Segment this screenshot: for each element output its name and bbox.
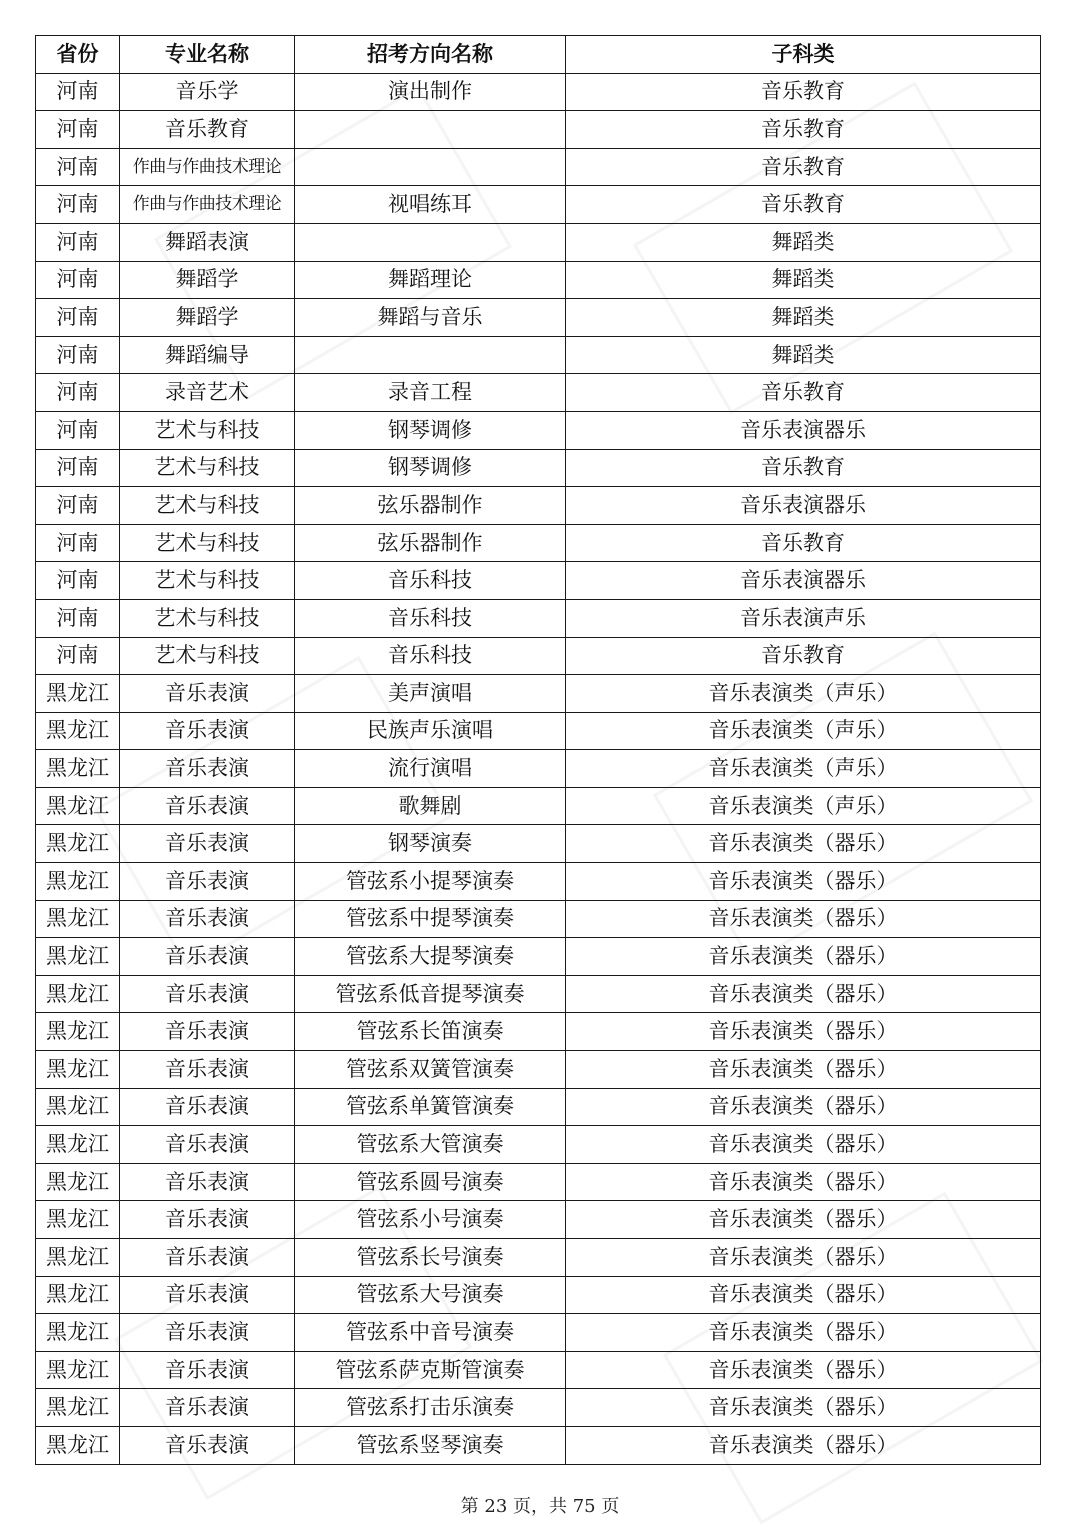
cell-subcategory: 音乐表演类（声乐） [566,787,1041,825]
cell-province: 河南 [36,411,120,449]
cell-major: 艺术与科技 [120,524,295,562]
cell-direction: 管弦系大提琴演奏 [295,938,566,976]
cell-subcategory: 音乐教育 [566,637,1041,675]
header-province: 省份 [36,36,120,74]
cell-direction: 演出制作 [295,73,566,111]
cell-subcategory: 音乐表演类（器乐） [566,1013,1041,1051]
cell-major: 音乐表演 [120,675,295,713]
table-row [36,787,1041,825]
table-row [36,1276,1041,1314]
cell-subcategory: 音乐教育 [566,186,1041,224]
cell-subcategory: 音乐表演类（器乐） [566,1088,1041,1126]
cell-subcategory: 音乐教育 [566,111,1041,149]
table-row [36,449,1041,487]
cell-major: 音乐表演 [120,1239,295,1277]
cell-major: 舞蹈表演 [120,223,295,261]
table-row [36,487,1041,525]
cell-subcategory: 音乐表演器乐 [566,411,1041,449]
cell-major: 艺术与科技 [120,449,295,487]
cell-province: 黑龙江 [36,1389,120,1427]
cell-subcategory: 音乐表演类（器乐） [566,1126,1041,1164]
cell-subcategory: 音乐表演类（器乐） [566,900,1041,938]
cell-province: 河南 [36,449,120,487]
cell-direction: 弦乐器制作 [295,524,566,562]
cell-direction: 舞蹈与音乐 [295,299,566,337]
table-row [36,1013,1041,1051]
cell-subcategory: 音乐表演类（器乐） [566,863,1041,901]
cell-major: 音乐表演 [120,825,295,863]
cell-subcategory: 音乐表演类（声乐） [566,675,1041,713]
table-row [36,1351,1041,1389]
table-row [36,411,1041,449]
cell-subcategory: 音乐表演类（器乐） [566,1239,1041,1277]
cell-province: 河南 [36,637,120,675]
cell-direction: 管弦系中音号演奏 [295,1314,566,1352]
cell-subcategory: 舞蹈类 [566,223,1041,261]
cell-province: 黑龙江 [36,1051,120,1089]
table-row [36,1389,1041,1427]
cell-subcategory: 音乐表演类（器乐） [566,1201,1041,1239]
table-row [36,637,1041,675]
cell-province: 黑龙江 [36,712,120,750]
cell-major: 作曲与作曲技术理论 [120,186,295,224]
cell-subcategory: 音乐表演类（器乐） [566,825,1041,863]
cell-province: 黑龙江 [36,1314,120,1352]
table-row [36,186,1041,224]
cell-direction: 管弦系长号演奏 [295,1239,566,1277]
table-row [36,148,1041,186]
cell-major: 音乐表演 [120,1314,295,1352]
table-row [36,336,1041,374]
cell-province: 黑龙江 [36,1276,120,1314]
cell-direction [295,148,566,186]
cell-direction: 民族声乐演唱 [295,712,566,750]
cell-major: 作曲与作曲技术理论 [120,148,295,186]
table-row [36,1201,1041,1239]
cell-direction: 管弦系中提琴演奏 [295,900,566,938]
cell-major: 舞蹈学 [120,261,295,299]
cell-province: 黑龙江 [36,1239,120,1277]
cell-province: 黑龙江 [36,863,120,901]
cell-subcategory: 音乐教育 [566,148,1041,186]
page-footer: 第 23 页，共 75 页 [460,1496,620,1517]
table-row [36,1126,1041,1164]
table-body [36,73,1041,1464]
cell-province: 河南 [36,186,120,224]
cell-province: 河南 [36,562,120,600]
cell-major: 音乐表演 [120,1389,295,1427]
cell-major: 音乐表演 [120,975,295,1013]
cell-direction: 录音工程 [295,374,566,412]
cell-subcategory: 音乐教育 [566,73,1041,111]
cell-subcategory: 音乐表演类（器乐） [566,975,1041,1013]
cell-direction: 流行演唱 [295,750,566,788]
cell-province: 黑龙江 [36,1351,120,1389]
cell-direction: 管弦系小号演奏 [295,1201,566,1239]
cell-province: 黑龙江 [36,1201,120,1239]
header-row [36,36,1041,74]
cell-direction [295,111,566,149]
cell-subcategory: 音乐表演类（器乐） [566,1351,1041,1389]
table-row [36,562,1041,600]
cell-major: 音乐表演 [120,1201,295,1239]
cell-direction: 管弦系大号演奏 [295,1276,566,1314]
cell-major: 音乐表演 [120,1276,295,1314]
cell-province: 黑龙江 [36,1088,120,1126]
table-row [36,599,1041,637]
cell-major: 艺术与科技 [120,562,295,600]
cell-subcategory: 音乐表演类（声乐） [566,712,1041,750]
cell-province: 河南 [36,599,120,637]
cell-major: 艺术与科技 [120,487,295,525]
cell-direction [295,223,566,261]
table-row [36,675,1041,713]
cell-direction: 管弦系打击乐演奏 [295,1389,566,1427]
table-row [36,1314,1041,1352]
cell-direction: 管弦系低音提琴演奏 [295,975,566,1013]
cell-subcategory: 音乐表演器乐 [566,562,1041,600]
cell-subcategory: 舞蹈类 [566,261,1041,299]
cell-direction: 钢琴调修 [295,449,566,487]
cell-subcategory: 音乐表演类（器乐） [566,1051,1041,1089]
cell-province: 河南 [36,73,120,111]
header-subcategory: 子科类 [566,36,1041,74]
cell-major: 舞蹈编导 [120,336,295,374]
cell-direction: 管弦系双簧管演奏 [295,1051,566,1089]
cell-direction: 美声演唱 [295,675,566,713]
cell-province: 河南 [36,487,120,525]
cell-direction: 管弦系圆号演奏 [295,1163,566,1201]
cell-direction: 歌舞剧 [295,787,566,825]
table-row [36,1426,1041,1464]
cell-subcategory: 音乐表演声乐 [566,599,1041,637]
table-row [36,1088,1041,1126]
cell-direction: 舞蹈理论 [295,261,566,299]
table-row [36,223,1041,261]
table-row [36,750,1041,788]
cell-province: 黑龙江 [36,825,120,863]
table-row [36,524,1041,562]
table-row [36,712,1041,750]
table-row [36,73,1041,111]
cell-major: 舞蹈学 [120,299,295,337]
table-row [36,900,1041,938]
cell-subcategory: 音乐表演类（器乐） [566,1314,1041,1352]
cell-province: 黑龙江 [36,900,120,938]
cell-major: 音乐表演 [120,1088,295,1126]
cell-major: 音乐表演 [120,1051,295,1089]
cell-province: 黑龙江 [36,787,120,825]
cell-major: 音乐表演 [120,1426,295,1464]
cell-subcategory: 音乐表演类（器乐） [566,1426,1041,1464]
cell-major: 音乐表演 [120,1351,295,1389]
cell-subcategory: 音乐表演类（器乐） [566,1163,1041,1201]
cell-direction: 管弦系萨克斯管演奏 [295,1351,566,1389]
cell-province: 河南 [36,299,120,337]
header-major: 专业名称 [120,36,295,74]
cell-direction: 钢琴演奏 [295,825,566,863]
cell-province: 黑龙江 [36,1163,120,1201]
cell-subcategory: 舞蹈类 [566,299,1041,337]
cell-major: 音乐表演 [120,750,295,788]
cell-major: 音乐表演 [120,787,295,825]
cell-province: 黑龙江 [36,750,120,788]
cell-province: 河南 [36,336,120,374]
cell-major: 音乐表演 [120,712,295,750]
cell-direction: 管弦系单簧管演奏 [295,1088,566,1126]
cell-major: 音乐表演 [120,863,295,901]
cell-subcategory: 音乐表演器乐 [566,487,1041,525]
table-row [36,863,1041,901]
cell-major: 音乐学 [120,73,295,111]
cell-subcategory: 音乐表演类（器乐） [566,1276,1041,1314]
cell-subcategory: 音乐表演类（声乐） [566,750,1041,788]
cell-major: 音乐表演 [120,1163,295,1201]
table-row [36,825,1041,863]
table-row [36,1163,1041,1201]
cell-direction: 弦乐器制作 [295,487,566,525]
cell-subcategory: 音乐教育 [566,449,1041,487]
cell-province: 河南 [36,261,120,299]
table-row [36,261,1041,299]
cell-subcategory: 音乐表演类（器乐） [566,938,1041,976]
cell-direction: 管弦系小提琴演奏 [295,863,566,901]
cell-major: 音乐教育 [120,111,295,149]
cell-direction: 管弦系大管演奏 [295,1126,566,1164]
table-row [36,975,1041,1013]
cell-province: 河南 [36,148,120,186]
cell-province: 黑龙江 [36,1013,120,1051]
cell-major: 艺术与科技 [120,599,295,637]
cell-subcategory: 音乐教育 [566,374,1041,412]
cell-province: 河南 [36,374,120,412]
cell-major: 艺术与科技 [120,411,295,449]
cell-major: 音乐表演 [120,900,295,938]
cell-direction [295,336,566,374]
cell-subcategory: 音乐表演类（器乐） [566,1389,1041,1427]
cell-major: 音乐表演 [120,938,295,976]
table-row [36,111,1041,149]
table-row [36,1051,1041,1089]
cell-direction: 音乐科技 [295,637,566,675]
cell-direction: 钢琴调修 [295,411,566,449]
cell-major: 艺术与科技 [120,637,295,675]
cell-direction: 音乐科技 [295,562,566,600]
cell-subcategory: 舞蹈类 [566,336,1041,374]
cell-major: 录音艺术 [120,374,295,412]
table-header [36,36,1041,74]
cell-province: 河南 [36,111,120,149]
cell-province: 黑龙江 [36,975,120,1013]
cell-major: 音乐表演 [120,1126,295,1164]
cell-direction: 管弦系长笛演奏 [295,1013,566,1051]
cell-province: 河南 [36,223,120,261]
cell-subcategory: 音乐教育 [566,524,1041,562]
table-row [36,1239,1041,1277]
cell-direction: 管弦系竖琴演奏 [295,1426,566,1464]
table-row [36,374,1041,412]
admission-table [35,35,1041,1465]
cell-direction: 视唱练耳 [295,186,566,224]
cell-direction: 音乐科技 [295,599,566,637]
cell-major: 音乐表演 [120,1013,295,1051]
table-row [36,938,1041,976]
header-direction: 招考方向名称 [295,36,566,74]
cell-province: 河南 [36,524,120,562]
cell-province: 黑龙江 [36,675,120,713]
table-row [36,299,1041,337]
cell-province: 黑龙江 [36,1126,120,1164]
cell-province: 黑龙江 [36,1426,120,1464]
cell-province: 黑龙江 [36,938,120,976]
